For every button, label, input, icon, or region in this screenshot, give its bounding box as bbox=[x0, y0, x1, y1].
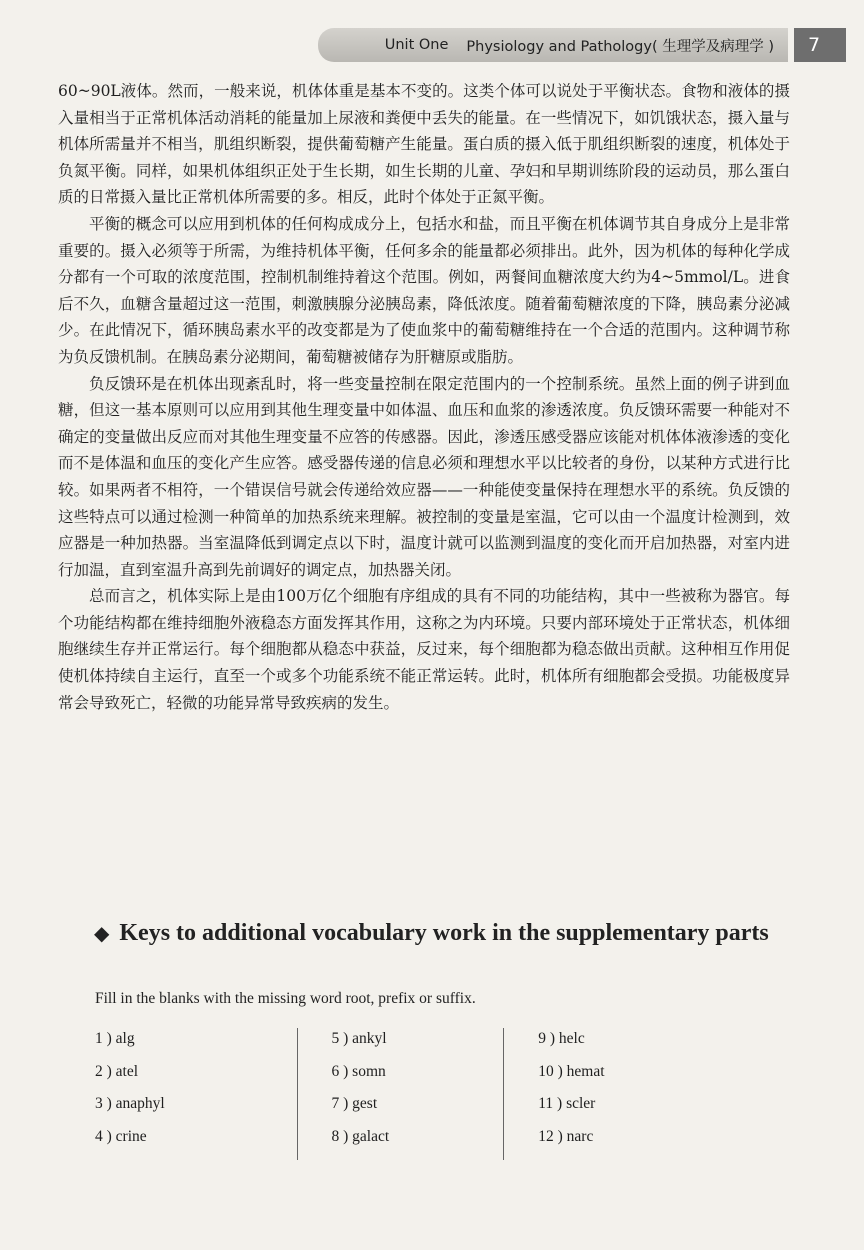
vocab-item: 12 ) narc bbox=[538, 1127, 594, 1145]
vocab-item: 7 ) gest bbox=[331, 1095, 378, 1112]
vocab-item: 6 ) somn bbox=[331, 1062, 386, 1080]
vocab-column-1 bbox=[90, 1028, 297, 1160]
body-text bbox=[58, 78, 790, 716]
vocab-item: 4 ) crine bbox=[95, 1127, 147, 1145]
running-header bbox=[318, 28, 788, 62]
paragraph-1: 60~90L液体。然而，一般来说，机体体重是基本不变的。这类个体可以说处于平衡状态。食物和液体的摄入量相当于正常机体活动消耗的能量加上尿液和粪便中丢失的能量。在一些情况下，如饥饿状态，摄入量与机体所需量并不相当，肌组织断裂，提供葡萄糖产生能量。蛋白质的摄入低于肌组织断裂的速度，机体处于负氮平衡。同样，如果机体组织正处于生长期，如生长期的儿童、孕妇和早期训练阶段的运动员，那么蛋白质的日常摄入量比正常机体所需要的多。相反，此时个体处于正氮平衡。 bbox=[58, 82, 790, 207]
header-title: Physiology and Pathology( 生理学及病理学 ) bbox=[466, 38, 774, 55]
vocab-item: 5 ) ankyl bbox=[331, 1030, 387, 1047]
paragraph-3: 负反馈环是在机体出现紊乱时，将一些变量控制在限定范围内的一个控制系统。虽然上面的例子讲到血糖，但这一基本原则可以应用到其他生理变量中如体温、血压和血浆的渗透浓度。负反馈环需要一种能对不确定的变量做出反应而对其他生理变量不应答的传感器。因此，渗透压感受器应该能对机体体液渗透的变化而不是体温和血压的变化产生应答。感受器传递的信息必须和理想水平以比较者的身份，以某种方式进行比较。如果两者不相符，一个错误信号就会传递给效应器——一种能使变量保持在理想水平的系统。负反馈的这些特点可以通过检测一种简单的加热系统来理解。被控制的变量是室温，它可以由一个温度计检测到，效应器是一种加热器。当室温降低到调定点以下时，温度计就可以监测到温度的变化而开启加热器，对室内进行加温，直到室温升高到先前调好的调定点，加热器关闭。 bbox=[58, 374, 790, 579]
section-heading-text: Keys to additional vocabulary work in the supplementary parts bbox=[119, 920, 769, 946]
vocab-column-3 bbox=[503, 1028, 710, 1160]
vocab-item: 2 ) atel bbox=[95, 1062, 139, 1080]
paragraph-4: 总而言之，机体实际上是由100万亿个细胞有序组成的具有不同的功能结构，其中一些被称为器官。每个功能结构都在维持细胞外液稳态方面发挥其作用，这称之为内环境。只要内部环境处于正常状态，机体细胞继续生存并正常运行。每个细胞都从稳态中获益，反过来，每个细胞都为稳态做出贡献。这种相互作用促使机体持续自主运行，直至一个或多个功能系统不能正常运转。此时，机体所有细胞都会受损。功能极度异常会导致死亡，轻微的功能异常导致疾病的发生。 bbox=[58, 587, 790, 712]
vocab-item: 11 ) scler bbox=[538, 1095, 596, 1112]
vocab-column-2 bbox=[297, 1028, 504, 1160]
vocab-item: 1 ) alg bbox=[95, 1030, 135, 1047]
vocab-answer-grid bbox=[90, 1028, 710, 1160]
page-number: 7 bbox=[794, 28, 846, 62]
vocab-item: 3 ) anaphyl bbox=[95, 1095, 165, 1112]
paragraph-2: 平衡的概念可以应用到机体的任何构成成分上，包括水和盐，而且平衡在机体调节其自身成分上是非常重要的。摄入必须等于所需，为维持机体平衡，任何多余的能量都必须排出。此外，因为机体的每种化学成分都有一个可取的浓度范围，控制机制维持着这个范围。例如，两餐间血糖浓度大约为4~5mmol/L。进食后不久，血糖含量超过这一范围，刺激胰腺分泌胰岛素，降低浓度。随着葡萄糖浓度的下降，胰岛素分泌减少。在此情况下，循环胰岛素水平的改变都是为了使血浆中的葡萄糖维持在一个合适的范围内。这种调节称为负反馈机制。在胰岛素分泌期间，葡萄糖被储存为肝糖原或脂肪。 bbox=[58, 214, 790, 366]
diamond-bullet-icon: ◆ bbox=[94, 923, 110, 945]
vocab-item: 8 ) galact bbox=[331, 1127, 390, 1145]
exercise-instruction: Fill in the blanks with the missing word root, prefix or suffix. bbox=[95, 990, 476, 1007]
vocab-item: 9 ) helc bbox=[538, 1030, 585, 1047]
vocab-item: 10 ) hemat bbox=[538, 1062, 605, 1080]
section-heading bbox=[58, 920, 788, 948]
header-unit: Unit One bbox=[384, 37, 449, 53]
